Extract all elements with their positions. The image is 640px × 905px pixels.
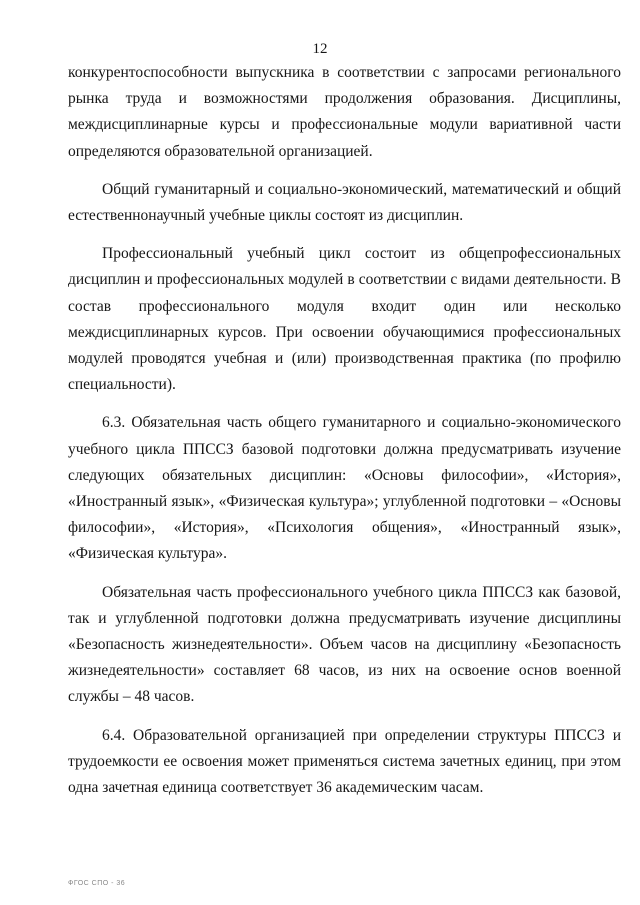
paragraph-section-6-3: 6.3. Обязательная часть общего гуманитарного и социально-экономического учебного цикла ППССЗ базовой подготовки должна предусматривать изучение следующих обязательных дисциплин: «Основы философии», «История», «Иностранный язык», «Физическая культура»; углубленной подготовки – «Основы философии», «История», «Психология общения», «Иностранный язык», «Физическая культура». [68, 414, 621, 563]
paragraph-general-cycles: Общий гуманитарный и социально-экономический, математический и общий естественнонаучный учебные циклы состоят из дисциплин. [68, 180, 621, 225]
page-number: 12 [312, 41, 328, 57]
paragraph-life-safety: Обязательная часть профессионального учебного цикла ППССЗ как базовой, так и углубленной подготовки должна предусматривать изучение дисциплины «Безопасность жизнедеятельности». Объем часов на дисциплину «Безопасность жизнедеятельности» составляет 68 часов, из них на освоение основ военной службы – 48 часов. [68, 583, 621, 706]
document-body [68, 60, 621, 813]
paragraph-professional-cycle: Профессиональный учебный цикл состоит из общепрофессиональных дисциплин и профессиональных модулей в соответствии с видами деятельности. В состав профессионального модуля входит один или несколько междисциплинарных курсов. При освоении обучающимися профессиональных модулей проводятся учебная и (или) производственная практика (по профилю специальности). [68, 245, 621, 394]
paragraph-section-6-4: 6.4. Образовательной организацией при определении структуры ППССЗ и трудоемкости ее освоения может применяться система зачетных единиц, при этом одна зачетная единица соответствует 36 академическим часам. [68, 726, 621, 797]
footer-mark: ФГОС СПО - 36 [68, 880, 126, 887]
paragraph-continuation: конкурентоспособности выпускника в соответствии с запросами регионального рынка труда и возможностями продолжения образования. Дисциплины, междисциплинарные курсы и профессиональные модули вариативной части определяются образовательной организацией. [68, 64, 621, 160]
